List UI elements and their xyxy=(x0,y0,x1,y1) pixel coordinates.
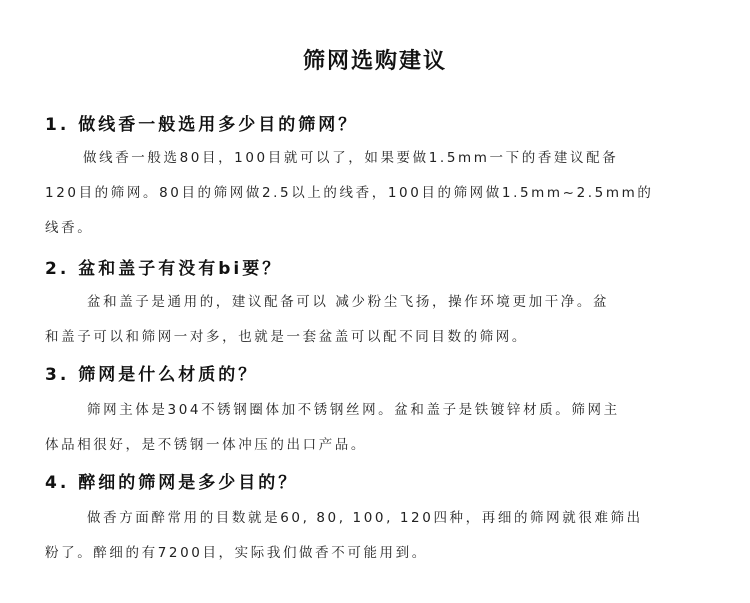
question-1-heading: 1. 做线香一般选用多少目的筛网？ xyxy=(45,115,359,135)
question-3-heading: 3. 筛网是什么材质的？ xyxy=(45,365,259,385)
answer-3-line-2: 体品相很好，是不锈钢一体冲压的出口产品。 xyxy=(45,437,367,453)
answer-1-line-1: 做线香一般选80目，100目就可以了，如果要做1.5mm一下的香建议配备 xyxy=(83,150,619,166)
answer-4-line-2: 粉了。醉细的有7200目，实际我们做香不可能用到。 xyxy=(45,545,428,561)
answer-3-line-1: 筛网主体是304不锈钢圈体加不锈钢丝网。盆和盖子是铁镀锌材质。筛网主 xyxy=(87,402,620,418)
answer-1-line-3: 线香。 xyxy=(45,220,94,236)
page-title: 筛网选购建议 xyxy=(302,49,447,74)
answer-1-line-2: 120目的筛网。80目的筛网做2.5以上的线香，100目的筛网做1.5mm~2.5mm的 xyxy=(45,185,654,201)
answer-2-line-1: 盆和盖子是通用的，建议配备可以 减少粉尘飞扬，操作环境更加干净。盆 xyxy=(87,294,610,310)
answer-4-line-1: 做香方面醉常用的目数就是60, 80, 100, 120四种，再细的筛网就很难筛出 xyxy=(87,510,643,526)
answer-2-line-2: 和盖子可以和筛网一对多，也就是一套盆盖可以配不同目数的筛网。 xyxy=(45,329,528,345)
question-4-heading: 4. 醉细的筛网是多少目的？ xyxy=(45,473,299,493)
question-2-heading: 2. 盆和盖子有没有bi要？ xyxy=(45,259,283,279)
